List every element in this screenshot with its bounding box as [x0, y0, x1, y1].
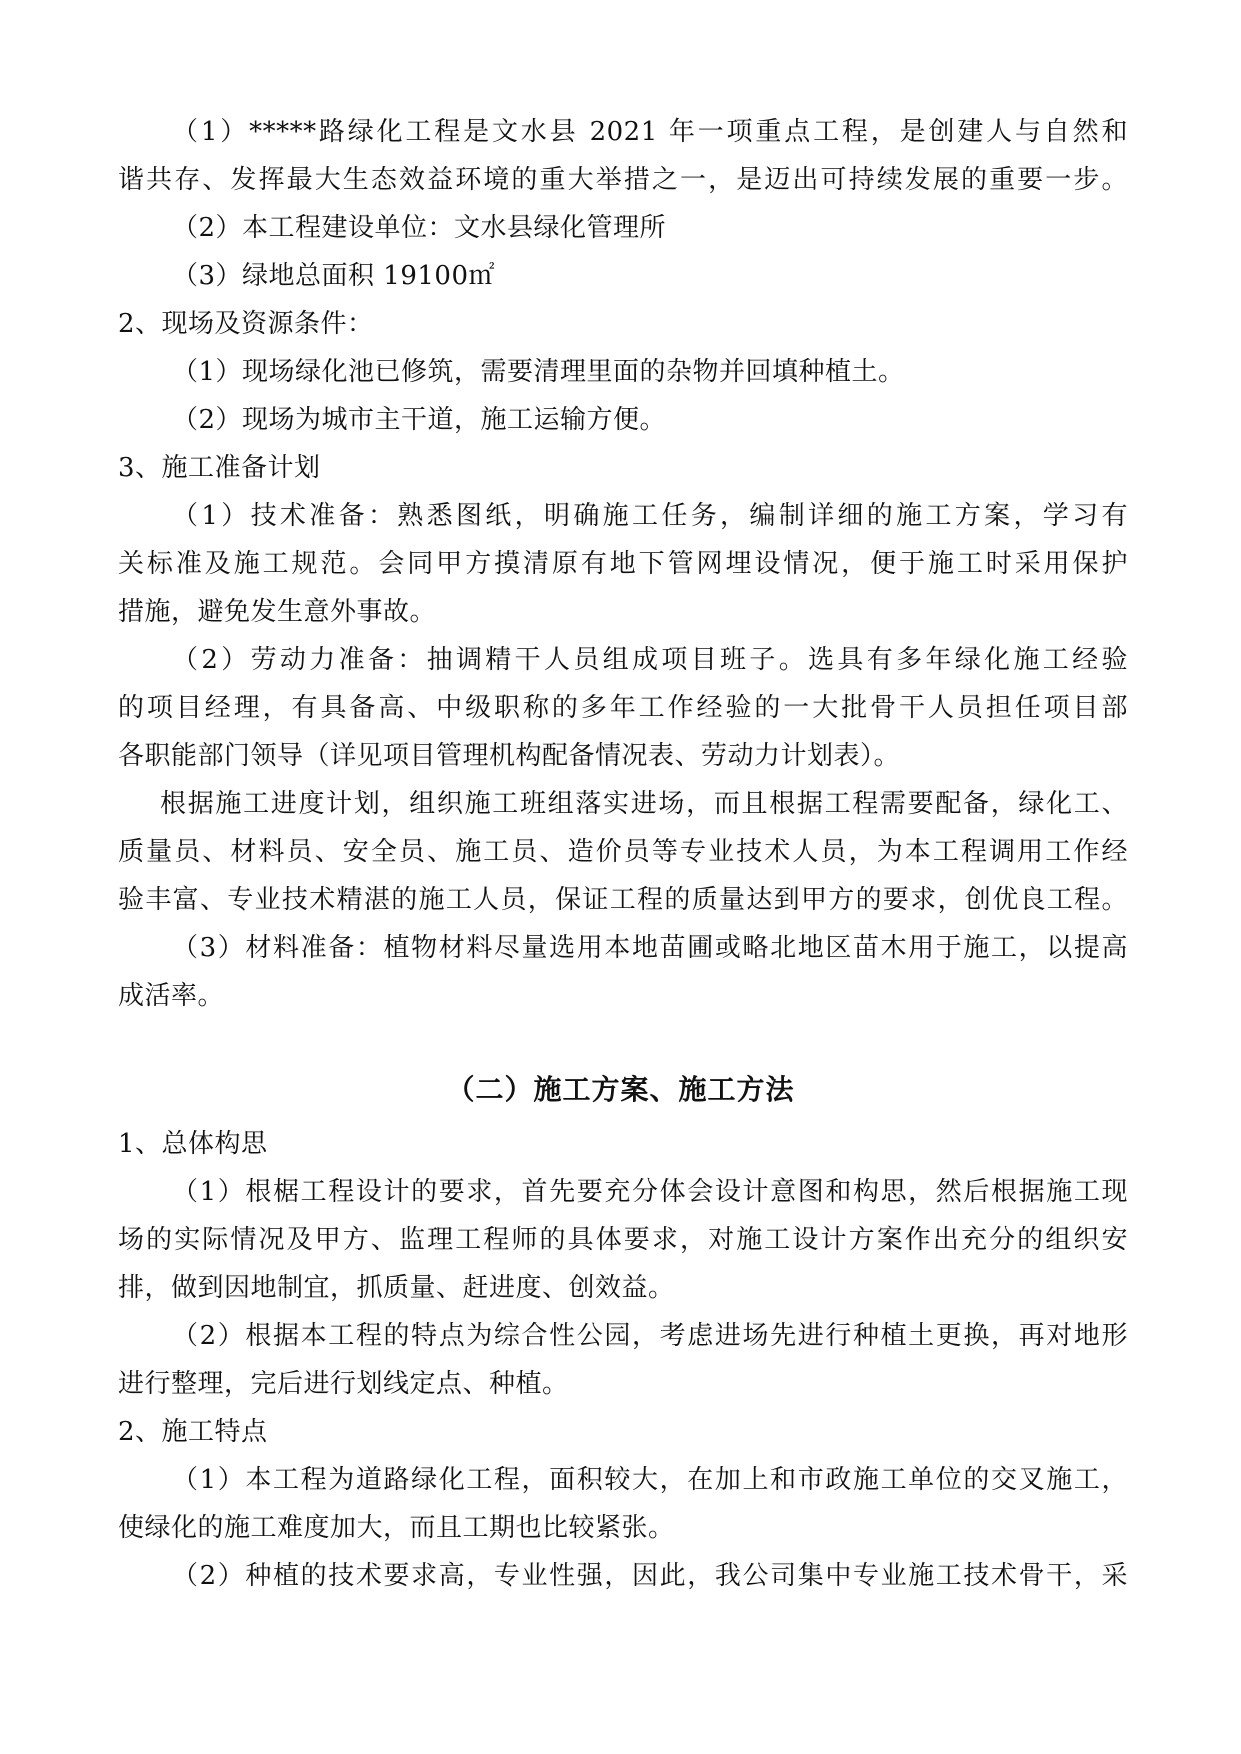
- paragraph-line: 的项目经理，有具备高、中级职称的多年工作经验的一大批骨干人员担任项目部: [118, 693, 1128, 723]
- section-heading: 3、施工准备计划: [118, 453, 321, 483]
- section-heading: 2、施工特点: [118, 1417, 268, 1447]
- paragraph-line: （2）现场为城市主干道，施工运输方便。: [172, 405, 667, 435]
- paragraph-line: （1）现场绿化池已修筑，需要清理里面的杂物并回填种植土。: [172, 357, 905, 387]
- paragraph-line: （1）本工程为道路绿化工程，面积较大，在加上和市政施工单位的交叉施工，: [172, 1465, 1128, 1495]
- paragraph-line: （2）种植的技术要求高，专业性强，因此，我公司集中专业施工技术骨干，采: [172, 1561, 1128, 1591]
- paragraph-line: 排，做到因地制宜，抓质量、赶进度、创效益。: [118, 1273, 675, 1303]
- paragraph-line: （3）绿地总面积 19100㎡: [172, 261, 496, 291]
- paragraph-line: （2）根据本工程的特点为综合性公园，考虑进场先进行种植土更换，再对地形: [172, 1321, 1128, 1351]
- paragraph-line: 谐共存、发挥最大生态效益环境的重大举措之一，是迈出可持续发展的重要一步。: [118, 165, 1128, 195]
- paragraph-line: 场的实际情况及甲方、监理工程师的具体要求，对施工设计方案作出充分的组织安: [118, 1225, 1128, 1255]
- paragraph-line: 根据施工进度计划，组织施工班组落实进场，而且根据工程需要配备，绿化工、: [160, 789, 1128, 819]
- chapter-heading: （二）施工方案、施工方法: [446, 1073, 795, 1106]
- paragraph-line: （1）根椐工程设计的要求，首先要充分体会设计意图和构思，然后根据施工现: [172, 1177, 1128, 1207]
- paragraph-line: 进行整理，完后进行划线定点、种植。: [118, 1369, 569, 1399]
- paragraph-line: （2）劳动力准备：抽调精干人员组成项目班子。选具有多年绿化施工经验: [172, 645, 1128, 675]
- paragraph-line: 使绿化的施工难度加大，而且工期也比较紧张。: [118, 1513, 675, 1543]
- paragraph-line: （2）本工程建设单位：文水县绿化管理所: [172, 213, 667, 243]
- paragraph-line: 措施，避免发生意外事故。: [118, 597, 437, 627]
- paragraph-line: （3）材料准备：植物材料尽量选用本地苗圃或略北地区苗木用于施工，以提高: [172, 933, 1128, 963]
- paragraph-line: （1）技术准备：熟悉图纸，明确施工任务，编制详细的施工方案，学习有: [172, 501, 1128, 531]
- paragraph-line: 关标准及施工规范。会同甲方摸清原有地下管网埋设情况，便于施工时采用保护: [118, 549, 1128, 579]
- paragraph-line: 各职能部门领导（详见项目管理机构配备情况表、劳动力计划表）。: [118, 741, 901, 771]
- section-heading: 2、现场及资源条件：: [118, 309, 374, 339]
- paragraph-line: （1）*****路绿化工程是文水县 2021 年一项重点工程，是创建人与自然和: [172, 117, 1128, 147]
- paragraph-line: 质量员、材料员、安全员、施工员、造价员等专业技术人员，为本工程调用工作经: [118, 837, 1128, 867]
- section-heading: 1、总体构思: [118, 1129, 268, 1159]
- paragraph-line: 验丰富、专业技术精湛的施工人员，保证工程的质量达到甲方的要求，创优良工程。: [118, 885, 1128, 915]
- paragraph-line: 成活率。: [118, 981, 225, 1011]
